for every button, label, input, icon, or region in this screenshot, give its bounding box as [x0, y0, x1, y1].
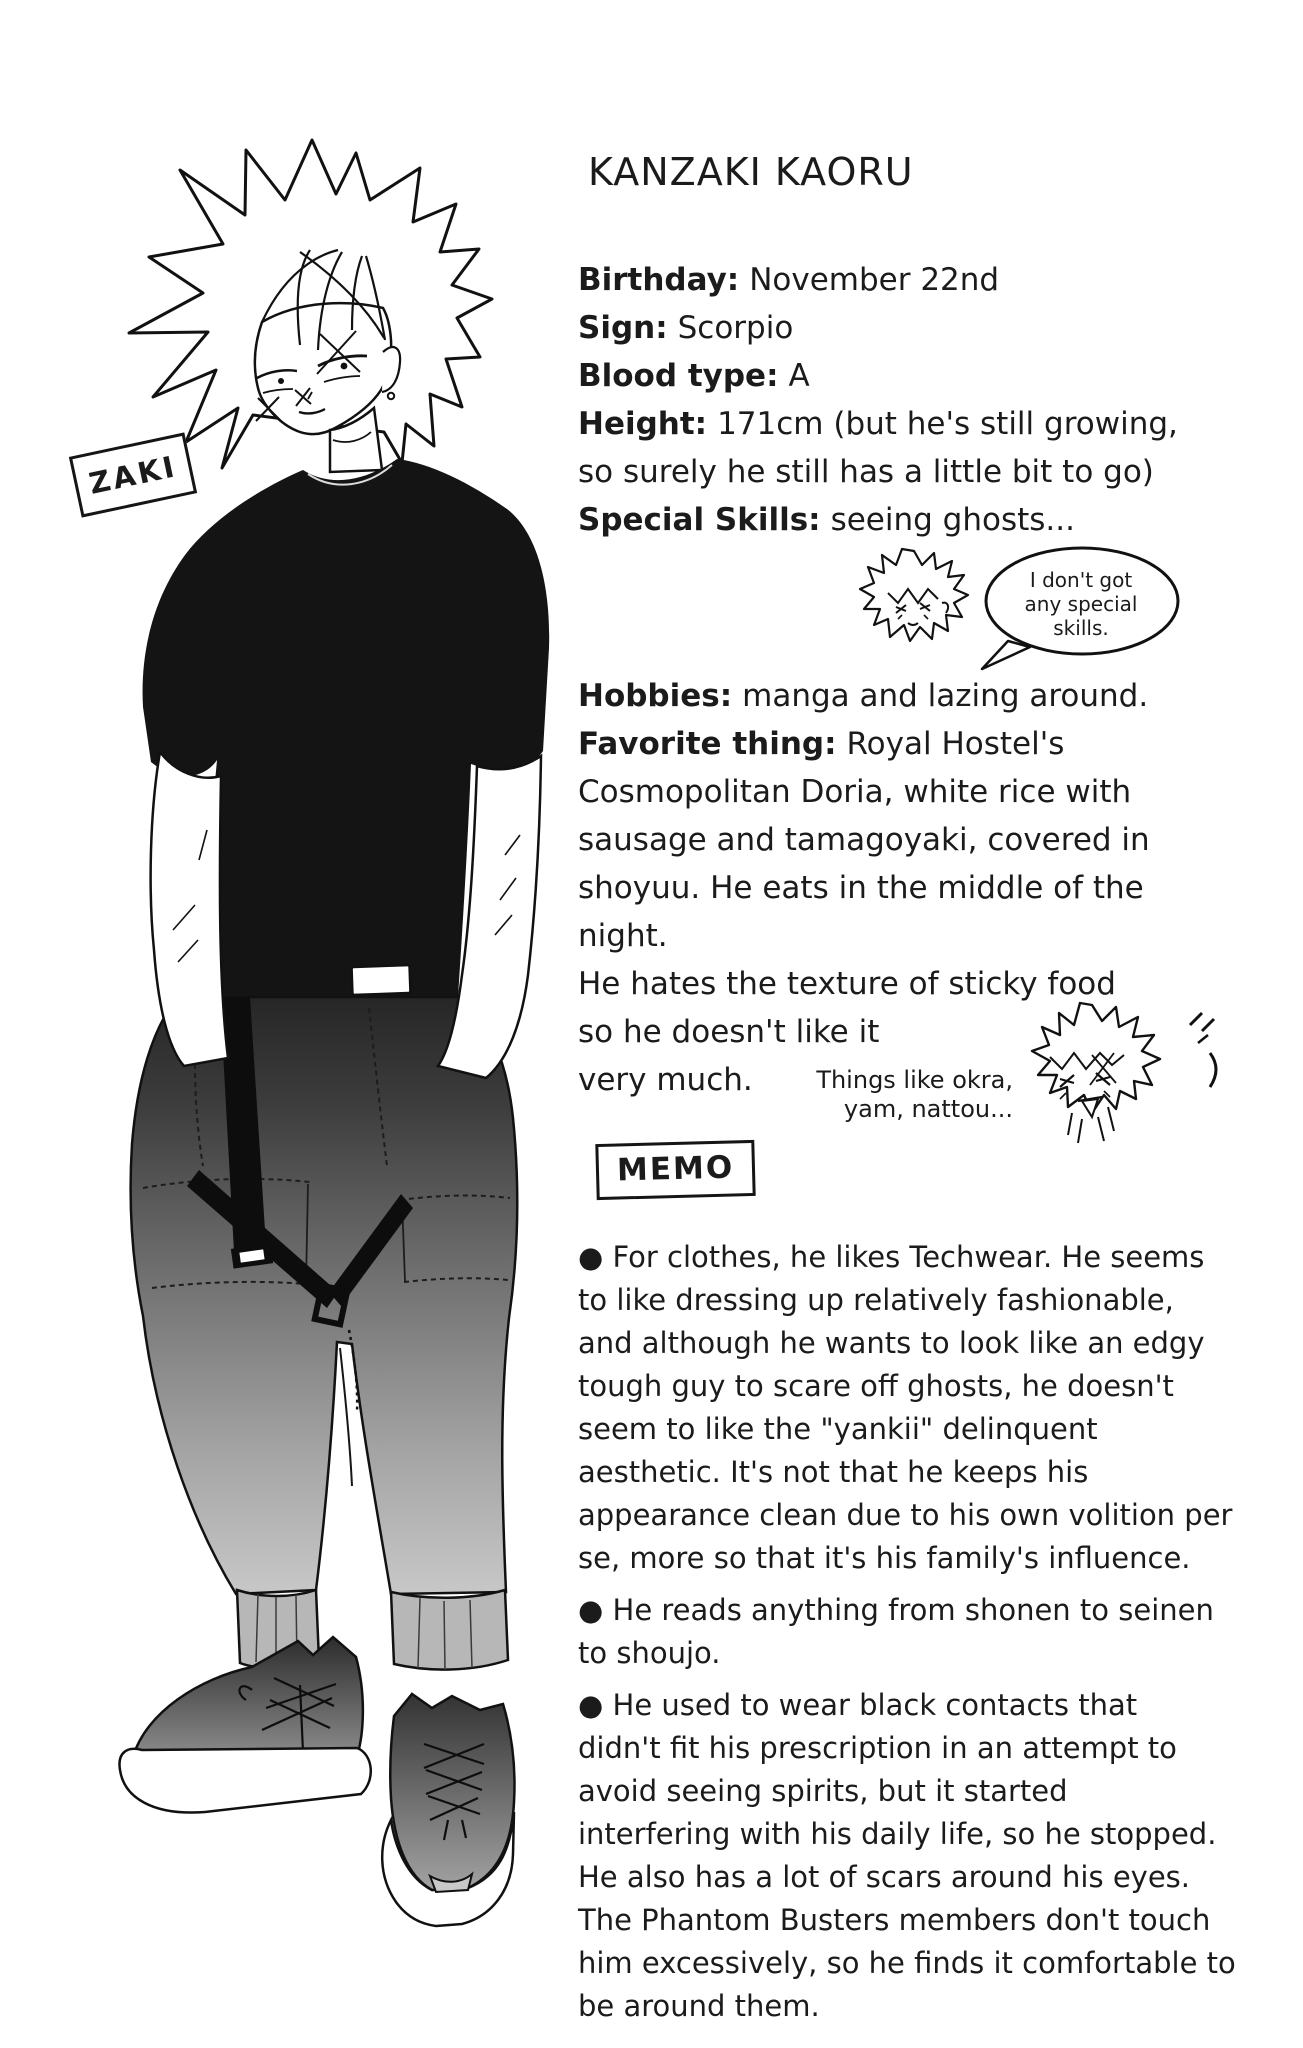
text-line: to like dressing up relatively fashionable,	[578, 1283, 1174, 1317]
text-line: to shoujo.	[578, 1636, 721, 1670]
text-line: appearance clean due to his own volition per	[578, 1498, 1233, 1532]
field-value: manga and lazing around.	[742, 678, 1149, 714]
right-sneaker	[382, 1694, 514, 1926]
text-line: I don't got	[1029, 568, 1133, 592]
field-birthday	[578, 256, 1178, 304]
name-tag-label: ZAKI	[86, 449, 180, 501]
text-line: ● He reads anything from shonen to seinen	[578, 1593, 1214, 1627]
text-line: The Phantom Busters members don't touch	[578, 1903, 1211, 1937]
field-hobbies	[578, 672, 1150, 720]
chibi-kaoru-pouting-icon	[858, 545, 970, 655]
text-line: Things like okra,	[816, 1066, 1013, 1094]
field-height	[578, 400, 1178, 448]
field-favorite-thing	[578, 720, 1150, 768]
memo-bullet-contacts	[578, 1684, 1290, 2028]
field-label: Blood type:	[578, 358, 779, 394]
memo-box: MEMO	[595, 1140, 756, 1200]
shirt-hem-tag	[352, 965, 411, 995]
field-value: Scorpio	[677, 310, 794, 346]
field-value: seeing ghosts...	[830, 502, 1075, 538]
profile-fields	[578, 256, 1178, 544]
text-line: tough guy to scare off ghosts, he doesn't	[578, 1369, 1174, 1403]
field-value: 171cm (but he's still growing,	[717, 406, 1178, 442]
white-sole	[120, 1748, 371, 1813]
text-line: very much.	[578, 1062, 753, 1098]
text-line: interfering with his daily life, so he stopped.	[578, 1817, 1217, 1851]
text-line: se, more so that it's his family's influence.	[578, 1541, 1191, 1575]
text-line: shoyuu. He eats in the middle of the	[578, 870, 1144, 906]
field-label: Hobbies:	[578, 678, 733, 714]
field-value: November 22nd	[749, 262, 1000, 298]
text-line: so he doesn't like it	[578, 1014, 880, 1050]
text-line: skills.	[1053, 616, 1109, 640]
field-value: Royal Hostel's	[846, 726, 1065, 762]
text-line: night.	[578, 918, 668, 954]
text-line: aesthetic. It's not that he keeps his	[578, 1455, 1089, 1489]
field-height-continuation: so surely he still has a little bit to go)	[578, 454, 1154, 490]
text-line: ● For clothes, he likes Techwear. He seems	[578, 1240, 1205, 1274]
annoyance-marks	[1190, 1013, 1216, 1087]
text-line: any special	[1024, 592, 1138, 616]
text-line: Cosmopolitan Doria, white rice with	[578, 774, 1132, 810]
field-sign	[578, 304, 1178, 352]
speech-bubble-text	[992, 568, 1170, 640]
field-label: Favorite thing:	[578, 726, 837, 762]
text-line: yam, nattou...	[843, 1095, 1013, 1123]
field-special-skills	[578, 496, 1178, 544]
text-line: sausage and tamagoyaki, covered in	[578, 822, 1150, 858]
text-line: ● He used to wear black contacts that	[578, 1688, 1138, 1722]
field-label: Sign:	[578, 310, 668, 346]
memo-bullet-clothes	[578, 1236, 1290, 1580]
field-label: Special Skills:	[578, 502, 821, 538]
food-dislike-note	[808, 1066, 1013, 1124]
field-value: A	[788, 358, 810, 394]
memo-bullet-reading	[578, 1589, 1290, 1675]
chibi-kaoru-disgusted-icon	[1012, 995, 1227, 1165]
character-illustration	[0, 0, 560, 2048]
page-title: KANZAKI KAORU	[588, 150, 914, 194]
text-line: be around them.	[578, 1989, 820, 2023]
text-line: avoid seeing spirits, but it started	[578, 1774, 1068, 1808]
text-line: He also has a lot of scars around his eyes.	[578, 1860, 1190, 1894]
field-blood-type	[578, 352, 1178, 400]
text-line: didn't fit his prescription in an attempt to	[578, 1731, 1177, 1765]
memo-section	[578, 1236, 1290, 2037]
text-line: seem to like the "yankii" delinquent	[578, 1412, 1098, 1446]
field-label: Height:	[578, 406, 708, 442]
tongue	[1082, 1099, 1098, 1117]
text-line: He hates the texture of sticky food	[578, 966, 1116, 1002]
text-line: and although he wants to look like an edgy	[578, 1326, 1205, 1360]
field-label: Birthday:	[578, 262, 740, 298]
text-line: him excessively, so he finds it comfortable to	[578, 1946, 1236, 1980]
